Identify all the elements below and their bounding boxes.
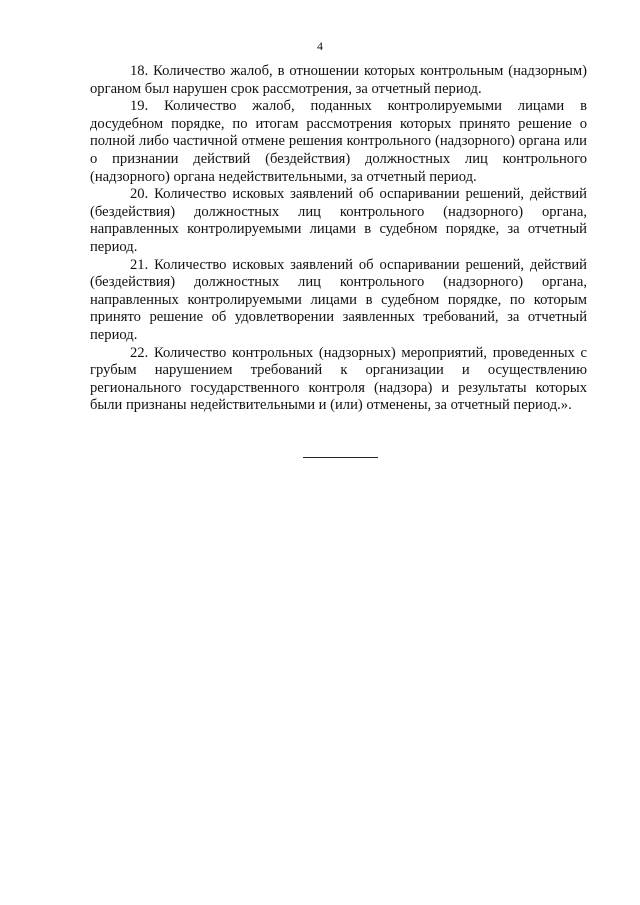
paragraph-item-22: 22. Количество контрольных (надзорных) мероприятий, проведенных с грубым нарушением требований к организации и осуществлению регионального государственного контроля (надзора) и результаты которых были признаны недействительными и (или) отменены, за отчетный период.».: [90, 344, 587, 414]
paragraph-item-21: 21. Количество исковых заявлений об оспаривании решений, действий (бездействия) должностных лиц контрольного (надзорного) органа, направленных контролируемыми лицами в судебном порядке, по которым принято решение об удовлетворении заявленных требований, за отчетный период.: [90, 256, 587, 343]
paragraph-item-20: 20. Количество исковых заявлений об оспаривании решений, действий (бездействия) должностных лиц контрольного (надзорного) органа, направленных контролируемыми лицами в судебном порядке, за отчетный период.: [90, 186, 587, 255]
page-number: 4: [317, 39, 323, 53]
document-end-divider: [303, 457, 378, 458]
paragraph-item-18: 18. Количество жалоб, в отношении которых контрольным (надзорным) органом был нарушен срок рассмотрения, за отчетный период.: [90, 63, 587, 97]
paragraph-item-19: 19. Количество жалоб, поданных контролируемыми лицами в досудебном порядке, по итогам рассмотрения которых принято решение о полной либо частичной отмене решения контрольного (надзорного) органа или о признании действий (бездействия) должностных лиц контрольного (надзорного) органа недействительными, за отчетный период.: [90, 98, 587, 185]
document-body: [90, 63, 587, 415]
